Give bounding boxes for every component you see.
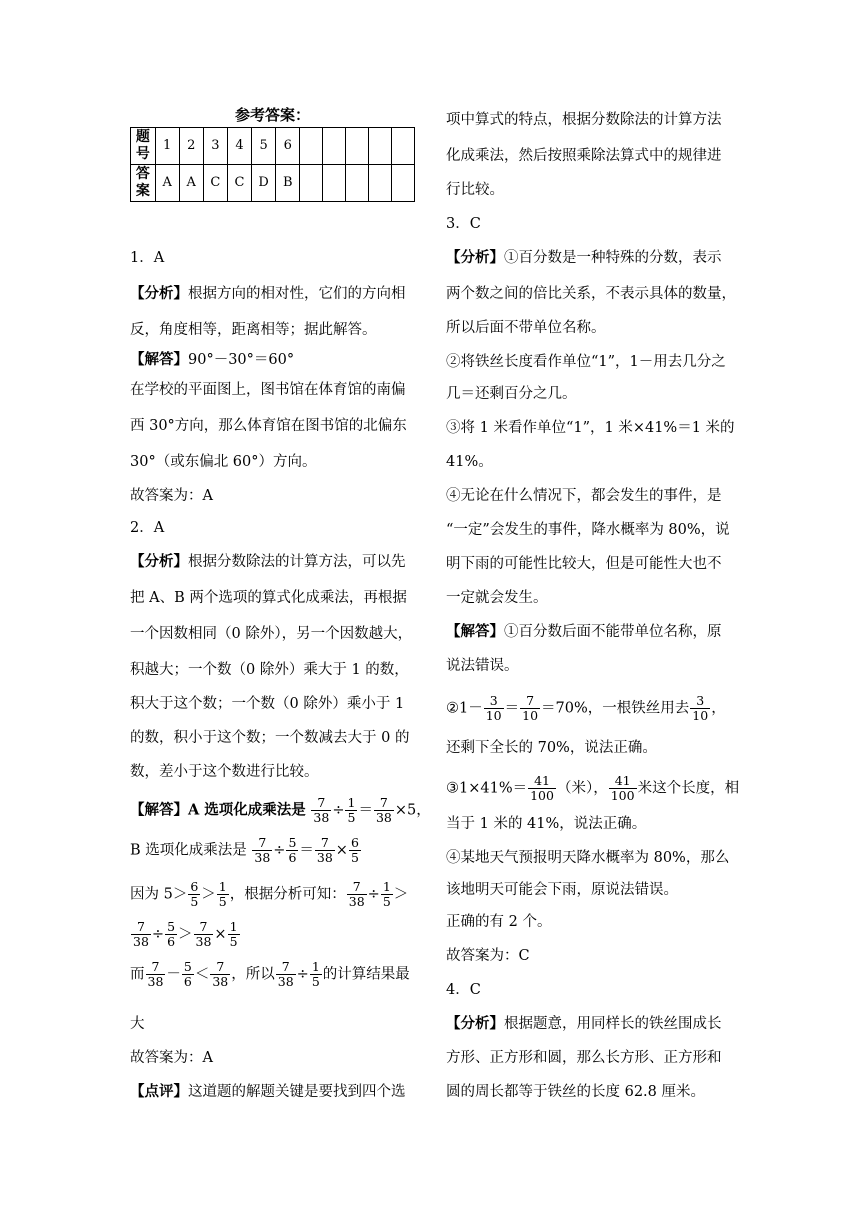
fraction: $\frac{41}{100}$ [530, 773, 554, 803]
q4-analysis-cont: 圆的周长都等于铁丝的长度 62.8 厘米。 [446, 1084, 706, 1100]
q3-count: 正确的有 2 个。 [446, 914, 552, 930]
q2-analysis-cont: 的数，积小于这个数；一个数减去大于 0 的 [130, 730, 410, 746]
answer-cell: D [252, 165, 276, 202]
q4-analysis: 【分析】根据题意，用同样长的铁丝围成长 [446, 1015, 722, 1032]
q3-analysis-cont: ③将 1 米看作单位“1”，1 米×41%＝1 米的 [446, 420, 735, 436]
fraction: $\frac{7}{38}$ [348, 879, 365, 909]
q2-solution-b: B 选项化成乘法是 $\frac{7}{38}$ ÷ $\frac{5}{6}$ ＝ $\frac{7}{38}$ × $\frac{6}{5}$ [130, 835, 359, 865]
number-cell [346, 128, 369, 165]
fraction: $\frac{7}{38}$ [277, 959, 294, 989]
q2-compare-text-2: ，根据分析可知： [229, 886, 346, 903]
answer-table [130, 127, 415, 202]
number-cell: 3 [203, 128, 227, 165]
q3-analysis: 【分析】①百分数是一种特殊的分数，表示 [446, 249, 722, 266]
answer-cell: B [276, 165, 300, 202]
q2-compare-cont: $\frac{7}{38}$ ÷ $\frac{5}{6}$ ＞ $\frac{7}{38}$ × $\frac{1}{5}$ [133, 919, 238, 949]
fraction: $\frac{3}{10}$ [485, 693, 502, 723]
q2-conclusion-text-2: ，所以 [231, 966, 275, 983]
q2-conclusion: 而 $\frac{7}{38}$ － $\frac{5}{6}$ ＜ $\frac{7}{38}$ ，所以 $\frac{7}{38}$ ÷ $\frac{1}{5}$ 的计算结果最 [130, 959, 410, 989]
row-header-answer: 答案 [131, 165, 156, 202]
q1-solution: 【解答】90°－30°＝60° [130, 351, 295, 368]
q1-answer: 故答案为：A [130, 488, 213, 504]
fraction: $\frac{7}{10}$ [522, 693, 539, 723]
r-line: 化成乘法，然后按照乘除法算式中的规律进 [446, 148, 722, 164]
fraction: $\frac{41}{100}$ [610, 773, 635, 803]
q3-solution-2: ②1－ $\frac{3}{10}$ ＝ $\frac{7}{10}$ ＝70%，一根铁丝用去 $\frac{3}{10}$ ， [446, 693, 726, 723]
q3-analysis-cont: 41%。 [446, 454, 493, 470]
fraction: $\frac{7}{38}$ [147, 959, 164, 989]
q3-analysis-cont: “一定”会发生的事件，降水概率为 80%，说 [446, 522, 730, 538]
q3-solution-4: ④某地天气预报明天降水概率为 80%，那么 [446, 850, 730, 866]
q3-analysis-cont: 一定就会发生。 [446, 590, 548, 606]
q3-solution-3-text-2: （米）， [556, 780, 608, 797]
q2-conclusion-cont: 大 [130, 1016, 145, 1032]
q3-analysis-cont: 几＝还剩百分之几。 [446, 386, 577, 402]
q2-conclusion-text-3: 的计算结果最 [322, 966, 410, 983]
answer-cell: C [203, 165, 227, 202]
q2-analysis-cont: 把 A、B 两个选项的算式化成乘法，再根据 [130, 590, 407, 606]
number-cell: 4 [227, 128, 251, 165]
number-cell: 6 [276, 128, 300, 165]
fraction: $\frac{1}{5}$ [311, 959, 320, 989]
number-cell: 1 [155, 128, 179, 165]
q3-solution-2-text: ②1－ [446, 700, 483, 717]
number-cell [323, 128, 346, 165]
q1-solution-text: 在学校的平面图上，图书馆在体育馆的南偏 [130, 382, 406, 398]
q4-analysis-cont: 方形、正方形和圆，那么长方形、正方形和 [446, 1050, 722, 1066]
q3-analysis-cont: ④无论在什么情况下，都会发生的事件，是 [446, 488, 722, 504]
q3-analysis-cont: 明下雨的可能性比较大，但是可能性大也不 [446, 556, 722, 572]
q1-analysis-cont: 反，角度相等，距离相等；据此解答。 [130, 322, 377, 338]
q3-solution-4-cont: 该地明天可能会下雨，原说法错误。 [446, 882, 678, 898]
row-header-number: 题号 [131, 128, 156, 165]
r-line: 项中算式的特点，根据分数除法的计算方法 [446, 112, 722, 128]
q3-solution-3-text-3: 米这个长度，相 [637, 780, 740, 797]
q3-solution-3-text: ③1×41%＝ [446, 780, 528, 797]
q2-compare: 因为 5＞ $\frac{6}{5}$ ＞ $\frac{1}{5}$ ，根据分析可知： $\frac{7}{38}$ ÷ $\frac{1}{5}$ ＞ [130, 879, 409, 909]
fraction: $\frac{1}{5}$ [218, 879, 227, 909]
answer-cell [323, 165, 346, 202]
r-line: 行比较。 [446, 182, 504, 198]
q1-solution-text: 西 30°方向，那么体育馆在图书馆的北偏东 [130, 418, 407, 434]
q3-number: 3．C [446, 216, 481, 232]
q2-analysis-cont: 数，差小于这个数进行比较。 [130, 764, 319, 780]
answer-cell: A [155, 165, 179, 202]
answer-cell: C [227, 165, 251, 202]
fraction: $\frac{7}{38}$ [313, 795, 330, 825]
q1-analysis: 【分析】根据方向的相对性，它们的方向相 [130, 285, 406, 302]
q3-solution-2-cont: 还剩下全长的 70%，说法正确。 [446, 740, 657, 756]
q2-compare-text: 因为 5＞ [130, 886, 188, 903]
q3-solution-3-cont: 当于 1 米的 41%，说法正确。 [446, 816, 647, 832]
answer-cell [369, 165, 392, 202]
q3-answer: 故答案为：C [446, 948, 530, 964]
answer-table-title: 参考答案： [234, 106, 310, 124]
q3-analysis-cont: 两个数之间的倍比关系，不表示具体的数量， [446, 286, 736, 302]
fraction: $\frac{1}{5}$ [382, 879, 391, 909]
fraction: $\frac{6}{5}$ [350, 835, 359, 865]
answer-cell [391, 165, 414, 202]
q2-solution-a-text: 【解答】A 选项化成乘法是 [130, 801, 306, 819]
fraction: $\frac{7}{38}$ [133, 919, 149, 949]
q2-comment: 【点评】这道题的解题关键是要找到四个选 [130, 1083, 406, 1100]
left-column [130, 104, 415, 202]
q3-analysis-cont: 所以后面不带单位名称。 [446, 320, 606, 336]
q4-number: 4．C [446, 982, 481, 998]
q3-solution-3 [446, 774, 739, 803]
q2-conclusion-text: 而 [130, 966, 145, 983]
number-cell: 2 [179, 128, 203, 165]
table-row-numbers [131, 128, 415, 165]
q1-number: 1．A [130, 250, 165, 266]
q1-solution-text: 30°（或东偏北 60°）方向。 [130, 454, 317, 470]
answer-cell: A [179, 165, 203, 202]
fraction: $\frac{7}{38}$ [212, 959, 229, 989]
number-cell [369, 128, 392, 165]
fraction: $\frac{7}{38}$ [316, 835, 333, 865]
q3-analysis-cont: ②将铁丝长度看作单位“1”，1－用去几分之 [446, 354, 726, 370]
q3-solution: 【解答】①百分数后面不能带单位名称，原 [446, 623, 722, 640]
fraction: $\frac{7}{38}$ [195, 919, 212, 949]
number-cell: 5 [252, 128, 276, 165]
q2-solution-a: 【解答】A 选项化成乘法是 $\frac{7}{38}$ ÷ $\frac{1}{5}$ ＝ $\frac{7}{38}$ ×5， [130, 795, 431, 825]
q3-solution-2-text-2: ＝70%，一根铁丝用去 [541, 700, 690, 717]
q2-analysis-cont: 积越大；一个数（0 除外）乘大于 1 的数， [130, 662, 409, 678]
answer-cell [346, 165, 369, 202]
number-cell [300, 128, 323, 165]
fraction: $\frac{7}{38}$ [375, 795, 392, 825]
q2-solution-b-text: B 选项化成乘法是 [130, 842, 247, 859]
fraction: $\frac{1}{5}$ [347, 795, 356, 825]
fraction: $\frac{5}{6}$ [167, 919, 176, 949]
fraction: $\frac{3}{10}$ [692, 693, 709, 723]
answer-cell [300, 165, 323, 202]
q3-solution-cont: 说法错误。 [446, 658, 519, 674]
fraction: $\frac{1}{5}$ [229, 919, 238, 949]
table-row-answers [131, 165, 415, 202]
q2-analysis-cont: 积大于这个数；一个数（0 除外）乘小于 1 [130, 696, 405, 712]
q2-analysis: 【分析】根据分数除法的计算方法，可以先 [130, 553, 406, 570]
q2-number: 2．A [130, 520, 165, 536]
fraction: $\frac{5}{6}$ [183, 959, 192, 989]
q2-analysis-cont: 一个因数相同（0 除外），另一个因数越大， [130, 626, 413, 642]
fraction: $\frac{5}{6}$ [288, 835, 297, 865]
q2-answer: 故答案为：A [130, 1050, 213, 1066]
fraction: $\frac{6}{5}$ [190, 879, 199, 909]
fraction: $\frac{7}{38}$ [254, 835, 271, 865]
number-cell [391, 128, 414, 165]
